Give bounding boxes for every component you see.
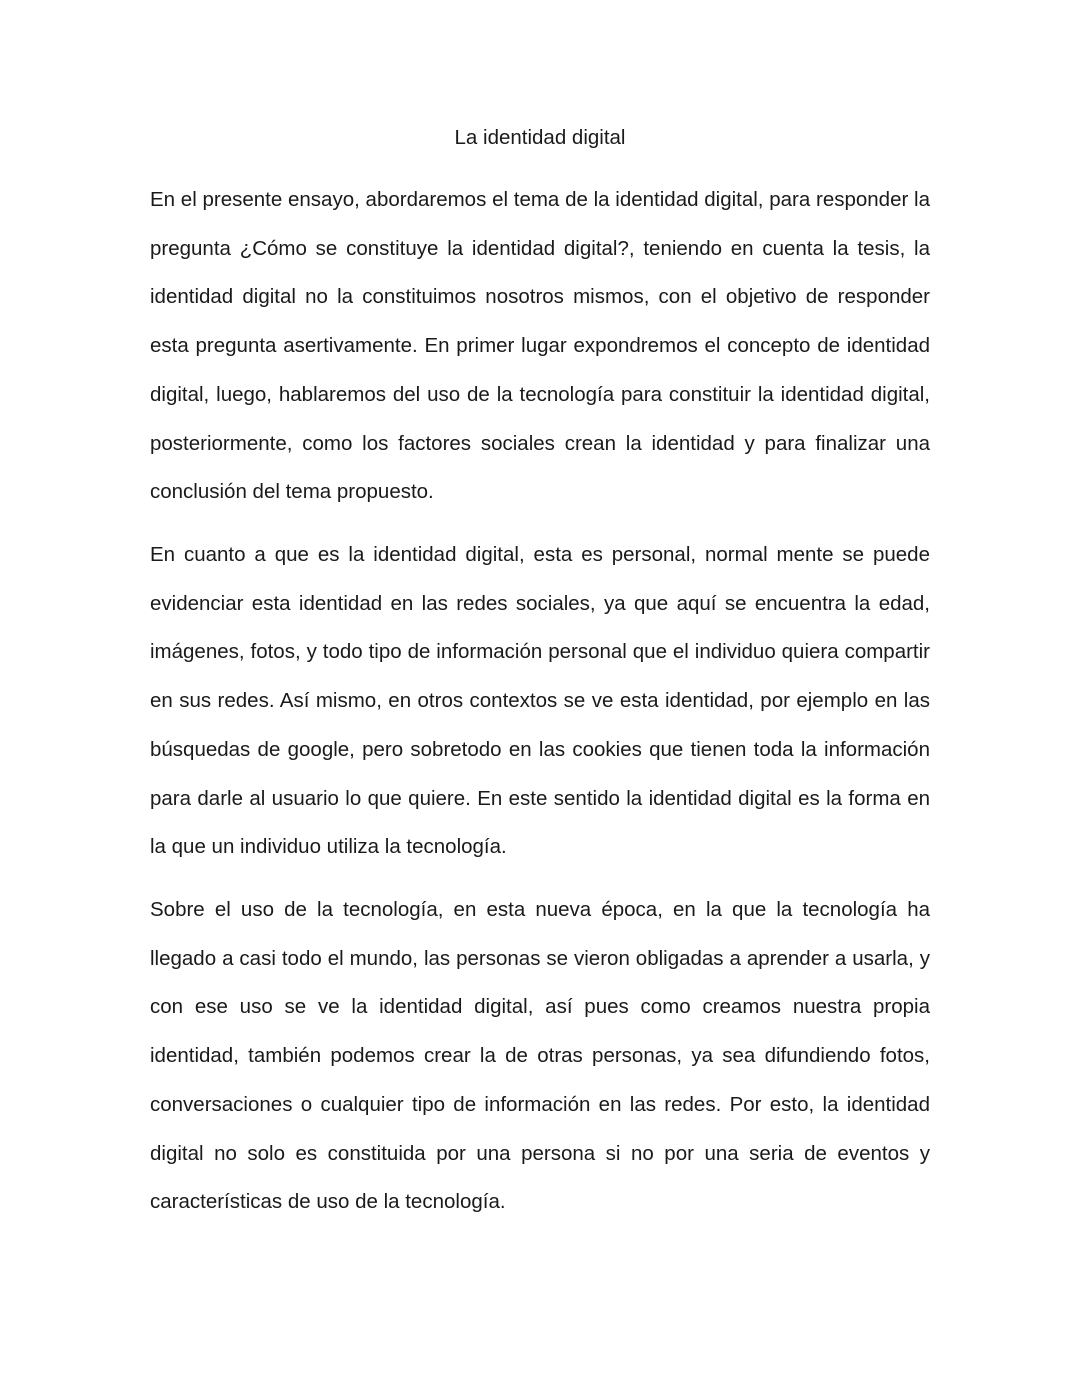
paragraph-introduction: En el presente ensayo, abordaremos el tema de la identidad digital, para responder la pregunta ¿Cómo se constituye la identidad digital?, teniendo en cuenta la tesis, la identidad digital no la constituimos nosotros mismos, con el objetivo de responder esta pregunta asertivamente. En primer lugar expondremos el concepto de identidad digital, luego, hablaremos del uso de la tecnología para constituir la identidad digital, posteriormente, como los factores sociales crean la identidad y para finalizar una conclusión del tema propuesto. <box>150 188 930 504</box>
paragraph-definition: En cuanto a que es la identidad digital, esta es personal, normal mente se puede evidenciar esta identidad en las redes sociales, ya que aquí se encuentra la edad, imágenes, fotos, y todo tipo de información personal que el individuo quiera compartir en sus redes. Así mismo, en otros contextos se ve esta identidad, por ejemplo en las búsquedas de google, pero sobretodo en las cookies que tienen toda la información para darle al usuario lo que quiere. En este sentido la identidad digital es la forma en la que un individuo utiliza la tecnología. <box>150 543 930 859</box>
paragraph-technology-use: Sobre el uso de la tecnología, en esta nueva época, en la que la tecnología ha llegado a casi todo el mundo, las personas se vieron obligadas a aprender a usarla, y con ese uso se ve la identidad digital, así pues como creamos nuestra propia identidad, también podemos crear la de otras personas, ya sea difundiendo fotos, conversaciones o cualquier tipo de información en las redes. Por esto, la identidad digital no solo es constituida por una persona si no por una seria de eventos y características de uso de la tecnología. <box>150 898 930 1214</box>
document-title: La identidad digital <box>454 126 626 149</box>
